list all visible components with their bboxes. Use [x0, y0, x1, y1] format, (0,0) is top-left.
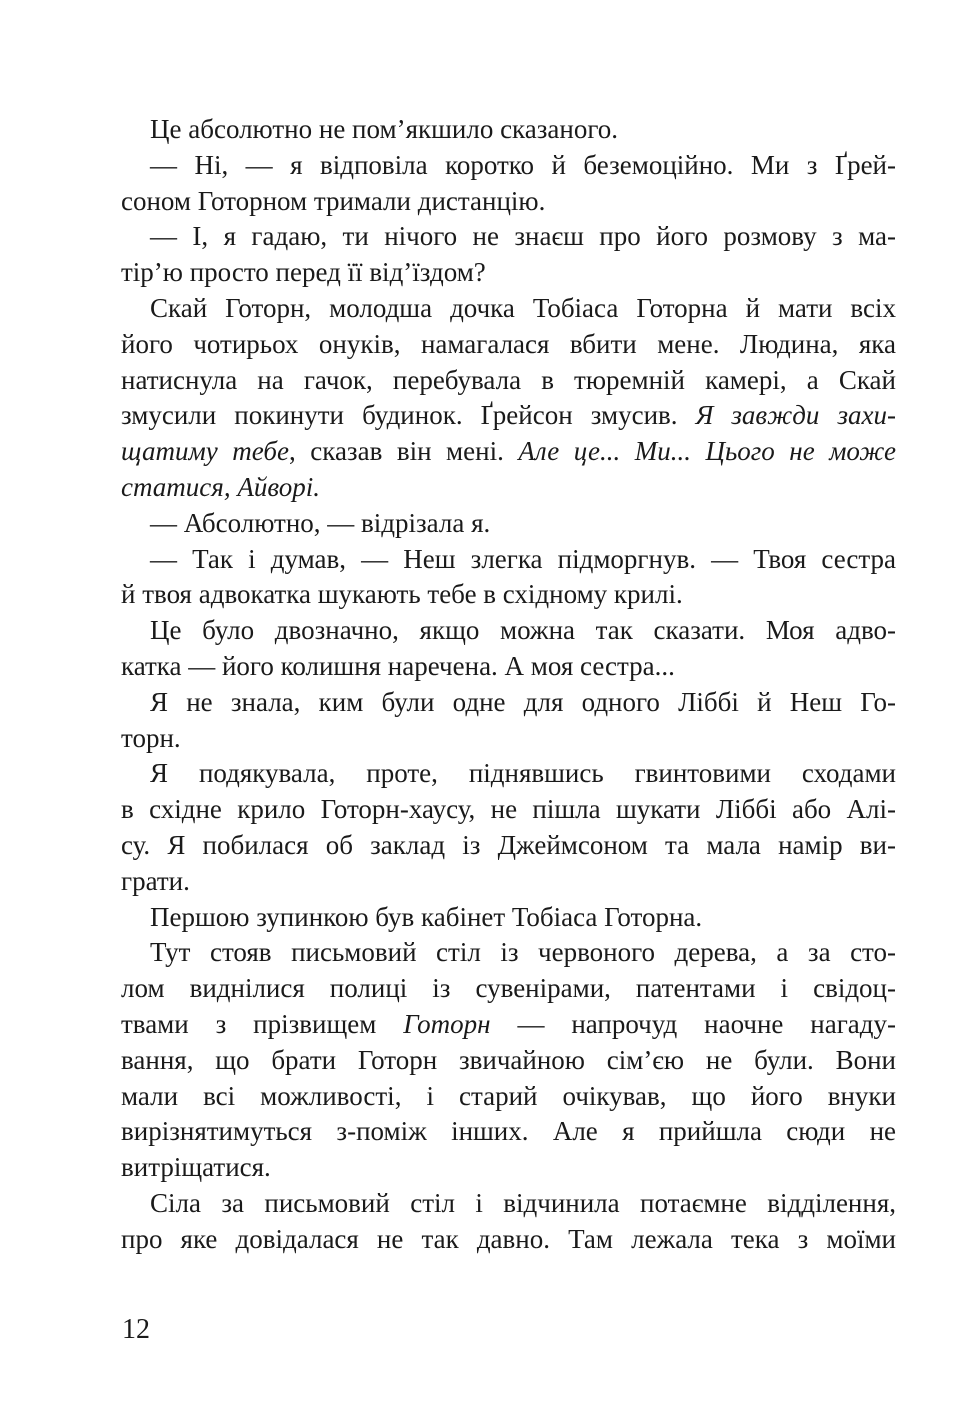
text-segment: лом виднілися полиці із сувенірами, патентами і свідоц- — [121, 973, 896, 1004]
italic-text: щатиму тебе — [121, 436, 289, 467]
text-segment: су. Я побилася об заклад із Джеймсоном та мала намір ви- — [121, 829, 896, 860]
text-line — [121, 935, 896, 971]
text-line — [121, 721, 896, 757]
text-line — [121, 828, 896, 864]
text-line — [121, 148, 896, 184]
text-line — [121, 577, 896, 613]
text-line — [121, 1043, 896, 1079]
text-segment: Це абсолютно не пом’якшило сказаного. — [150, 114, 618, 144]
text-line — [121, 184, 896, 220]
text-segment: Скай Готорн, молодша дочка Тобіаса Готорна й мати всіх — [150, 292, 896, 323]
text-line — [121, 363, 896, 399]
text-line — [121, 1007, 896, 1043]
text-line — [121, 255, 896, 291]
text-segment: катка — його колишня наречена. А моя сестра... — [121, 650, 675, 681]
italic-text: Але це... Ми... Цього не може — [518, 436, 896, 467]
text-line — [121, 398, 896, 434]
text-line — [121, 327, 896, 363]
text-line — [121, 434, 896, 470]
text-line — [121, 613, 896, 649]
text-segment: натиснула на гачок, перебувала в тюремній камері, а Скай — [121, 364, 896, 395]
text-segment: Тут стояв письмовий стіл із червоного дерева, а за сто- — [150, 937, 896, 968]
text-segment: про яке довідалася не так давно. Там лежала тека з моїми — [121, 1223, 896, 1254]
text-line — [121, 792, 896, 828]
text-line — [121, 219, 896, 255]
text-segment: вання, що брати Готорн звичайною сім’єю не були. Вони — [121, 1044, 896, 1075]
text-line — [121, 1114, 896, 1150]
text-line — [121, 112, 896, 148]
text-segment: Першою зупинкою був кабінет Тобіаса Готорна. — [150, 901, 703, 932]
text-segment: грати. — [121, 865, 190, 896]
text-segment: — І, я гадаю, ти нічого не знаєш про його розмову з ма- — [150, 221, 896, 252]
page-number: 12 — [122, 1314, 150, 1345]
text-line — [121, 685, 896, 721]
text-segment: вирізнятимуться з-поміж інших. Але я прийшла сюди не — [121, 1116, 896, 1147]
text-line — [121, 971, 896, 1007]
text-line — [121, 1079, 896, 1115]
text-line — [121, 864, 896, 900]
text-segment: — Абсолютно, — відрізала я. — [150, 507, 491, 538]
book-page-text — [121, 112, 896, 1258]
text-line — [121, 649, 896, 685]
text-line — [121, 1222, 896, 1258]
text-segment: Я подякувала, проте, піднявшись гвинтовими сходами — [150, 758, 896, 789]
italic-text: статися, Айворі. — [121, 471, 320, 502]
text-segment: й твоя адвокатка шукають тебе в східному крилі. — [121, 579, 683, 610]
text-line — [121, 900, 896, 936]
text-segment: витріщатися. — [121, 1152, 271, 1183]
text-segment: соном Готорном тримали дистанцію. — [121, 185, 546, 216]
text-segment: його чотирьох онуків, намагалася вбити мене. Людина, яка — [121, 328, 896, 359]
text-segment: — Ні, — я відповіла коротко й беземоційно. Ми з Ґрей- — [150, 149, 896, 180]
text-line — [121, 1150, 896, 1186]
italic-text: Готорн — [403, 1008, 491, 1039]
text-segment: твами з прізвищем — [121, 1008, 404, 1039]
text-line — [121, 542, 896, 578]
italic-text: Я завжди захи- — [695, 400, 896, 431]
text-segment: — Так і думав, — Неш злегка підморгнув. — Твоя сестра — [150, 543, 896, 574]
text-segment: Сіла за письмовий стіл і відчинила потаємне відділення, — [150, 1187, 896, 1218]
text-segment: змусили покинути будинок. Ґрейсон змусив. — [121, 400, 696, 431]
text-line — [121, 470, 896, 506]
text-segment: торн. — [121, 722, 181, 753]
text-segment: мали всі можливості, і старий очікував, що його внуки — [121, 1080, 896, 1111]
text-line — [121, 291, 896, 327]
text-segment: , сказав він мені. — [288, 436, 519, 467]
text-line — [121, 756, 896, 792]
text-segment: Я не знала, ким були одне для одного Ліббі й Неш Го- — [150, 686, 896, 717]
text-segment: в східне крило Готорн-хаусу, не пішла шукати Ліббі або Алі- — [121, 794, 896, 825]
text-line — [121, 1186, 896, 1222]
text-segment: Це було двозначно, якщо можна так сказати. Моя адво- — [150, 615, 896, 646]
text-line — [121, 506, 896, 542]
text-segment: тір’ю просто перед її від’їздом? — [121, 257, 486, 288]
text-segment: — напрочуд наочне нагаду- — [490, 1008, 896, 1039]
